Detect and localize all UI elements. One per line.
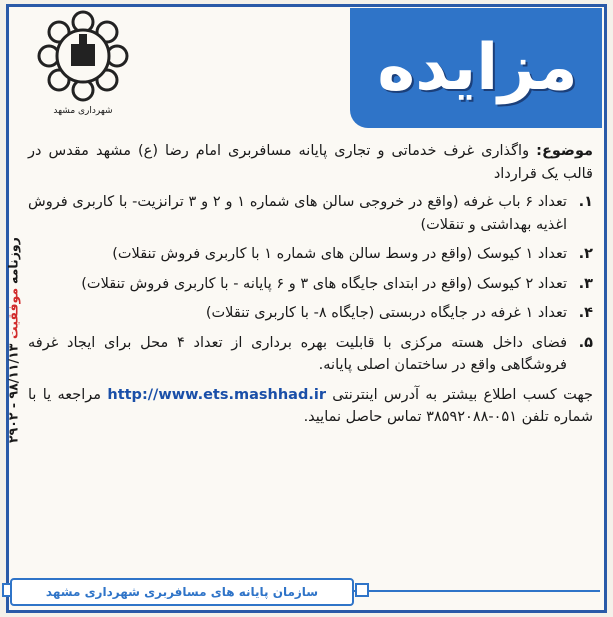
list-item	[28, 273, 593, 296]
subject-paragraph	[28, 140, 593, 185]
website-link[interactable]: http://www.ets.mashhad.ir	[107, 386, 326, 403]
side-text-date: ۹۸/۱۱/۱۳ - ۲۹۰۲	[5, 343, 21, 444]
item-number: ۱.	[578, 194, 593, 210]
list-item	[28, 191, 593, 236]
side-text-accent: موفقیت	[5, 288, 21, 340]
municipality-logo	[28, 8, 138, 128]
notice-body	[28, 140, 593, 429]
item-text: فضای داخل هسته مرکزی با قابلیت بهره برداری از تعداد ۴ محل برای ایجاد غرفه فروشگاهی واقع در ساختمان اصلی پایانه.	[28, 334, 567, 373]
item-text: تعداد ۶ باب غرفه (واقع در خروجی سالن های شماره ۱ و ۲ و ۳ ترانزیت- با کاربری فروش اغذیه بهداشتی و تنقلات)	[28, 194, 567, 233]
contact-prefix: جهت کسب اطلاع بیشتر به آدرس اینترنتی	[332, 386, 594, 403]
footer-square-icon	[355, 583, 369, 597]
logo-caption: شهرداری مشهد	[53, 106, 113, 116]
contact-paragraph	[28, 384, 593, 429]
item-number: ۳.	[578, 275, 593, 292]
list-item	[28, 332, 593, 377]
page-title: مزایده	[377, 31, 578, 105]
newspaper-side-label	[2, 170, 24, 510]
contact-suffix: مراجعه یا با شماره تلفن ۰۵۱-۳۸۵۹۲۰۸۸ تماس حاصل نمایید.	[28, 386, 593, 425]
item-text: تعداد ۲ کیوسک (واقع در ابتدای جایگاه های ۳ و ۶ پایانه - با کاربری فروش تنقلات)	[81, 275, 567, 292]
organization-footer: سازمان پایانه های مسافربری شهرداری مشهد	[10, 578, 354, 606]
subject-text: واگذاری غرف خدماتی و تجاری پایانه مسافربری امام رضا (ع) مشهد مقدس در قالب یک قرارداد	[28, 143, 593, 182]
item-text: تعداد ۱ کیوسک (واقع در وسط سالن های شماره ۱ با کاربری فروش تنقلات)	[112, 246, 567, 262]
items-list	[28, 191, 593, 377]
logo-emblem-icon	[35, 8, 131, 104]
item-number: ۵.	[578, 334, 593, 351]
list-item	[28, 243, 593, 266]
item-number: ۴.	[578, 305, 593, 321]
side-text-prefix: روزنامه	[5, 236, 21, 284]
footer-divider	[350, 590, 600, 592]
item-number: ۲.	[578, 246, 593, 262]
item-text: تعداد ۱ غرفه در جایگاه دربستی (جایگاه ۸- با کاربری تنقلات)	[205, 305, 567, 321]
subject-label: موضوع:	[536, 143, 594, 159]
list-item	[28, 302, 593, 325]
